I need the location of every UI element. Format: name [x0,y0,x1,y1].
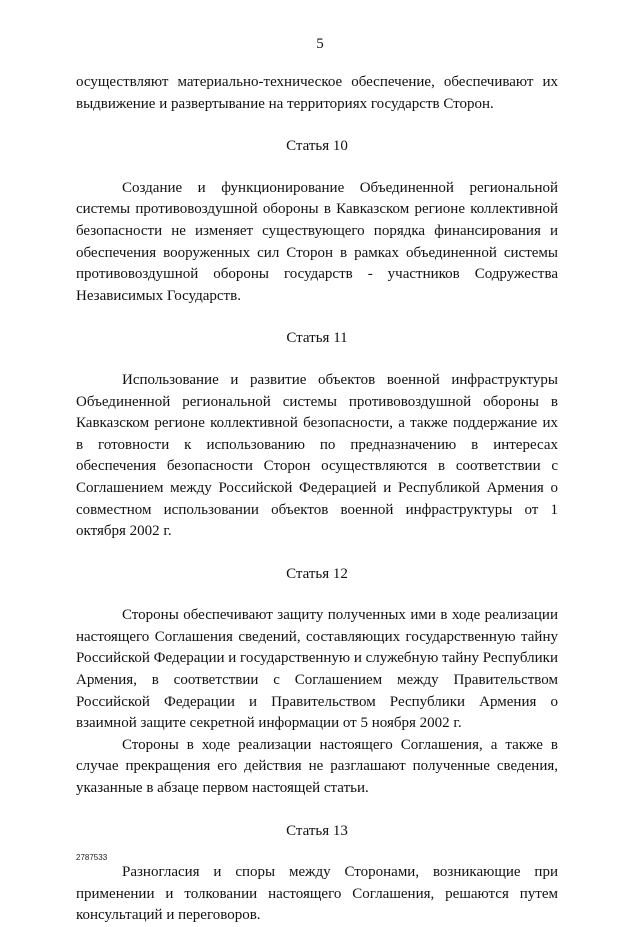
article-paragraph: Стороны в ходе реализации настоящего Соглашения, а также в случае прекращения его действия не разглашают полученные сведения, указанные в абзаце первом настоящей статьи. [76,736,558,797]
document-body [76,72,558,927]
document-id: 2787533 [76,853,108,862]
article-heading: Статья 12 [286,565,348,582]
intro-paragraph: осуществляют материально-техническое обеспечение, обеспечивают их выдвижение и развертывание на территориях государств Сторон. [76,74,558,112]
article-heading: Статья 10 [286,138,348,155]
article-13 [76,821,558,927]
article-paragraph: Стороны обеспечивают защиту полученных ими в ходе реализации настоящего Соглашения сведений, составляющих государственную тайну Российской Федерации и государственную и служебную тайну Республики Армения, в соответствии с Соглашением между Правительством Российской Федерации и Правительством Республики Армения о взаимной защите секретной информации от 5 ноября 2002 г. [76,607,558,732]
article-12 [76,564,558,800]
article-10 [76,136,558,307]
article-paragraph: Разногласия и споры между Сторонами, возникающие при применении и толковании настоящего Соглашения, решаются путем консультаций и переговоров. [76,864,558,924]
article-paragraph: Создание и функционирование Объединенной региональной системы противовоздушной обороны в Кавказском регионе коллективной безопасности не изменяет существующего порядка финансирования и обеспечения вооруженных сил Сторон в рамках объединенной системы противовоздушной обороны государств - участников Содружества Независимых Государств. [76,179,558,304]
article-paragraph: Использование и развитие объектов военной инфраструктуры Объединенной региональной системы противовоздушной обороны в Кавказском регионе коллективной безопасности, а также поддержание их в готовности к использованию по предназначению в интересах обеспечения безопасности Сторон осуществляются в соответствии с Соглашением между Российской Федерацией и Республикой Армения о совместном использовании объектов военной инфраструктуры от 1 октября 2002 г. [76,371,558,540]
article-11 [76,328,558,542]
article-heading: Статья 13 [286,822,348,839]
article-heading: Статья 11 [286,330,348,347]
page-number: 5 [316,36,324,52]
